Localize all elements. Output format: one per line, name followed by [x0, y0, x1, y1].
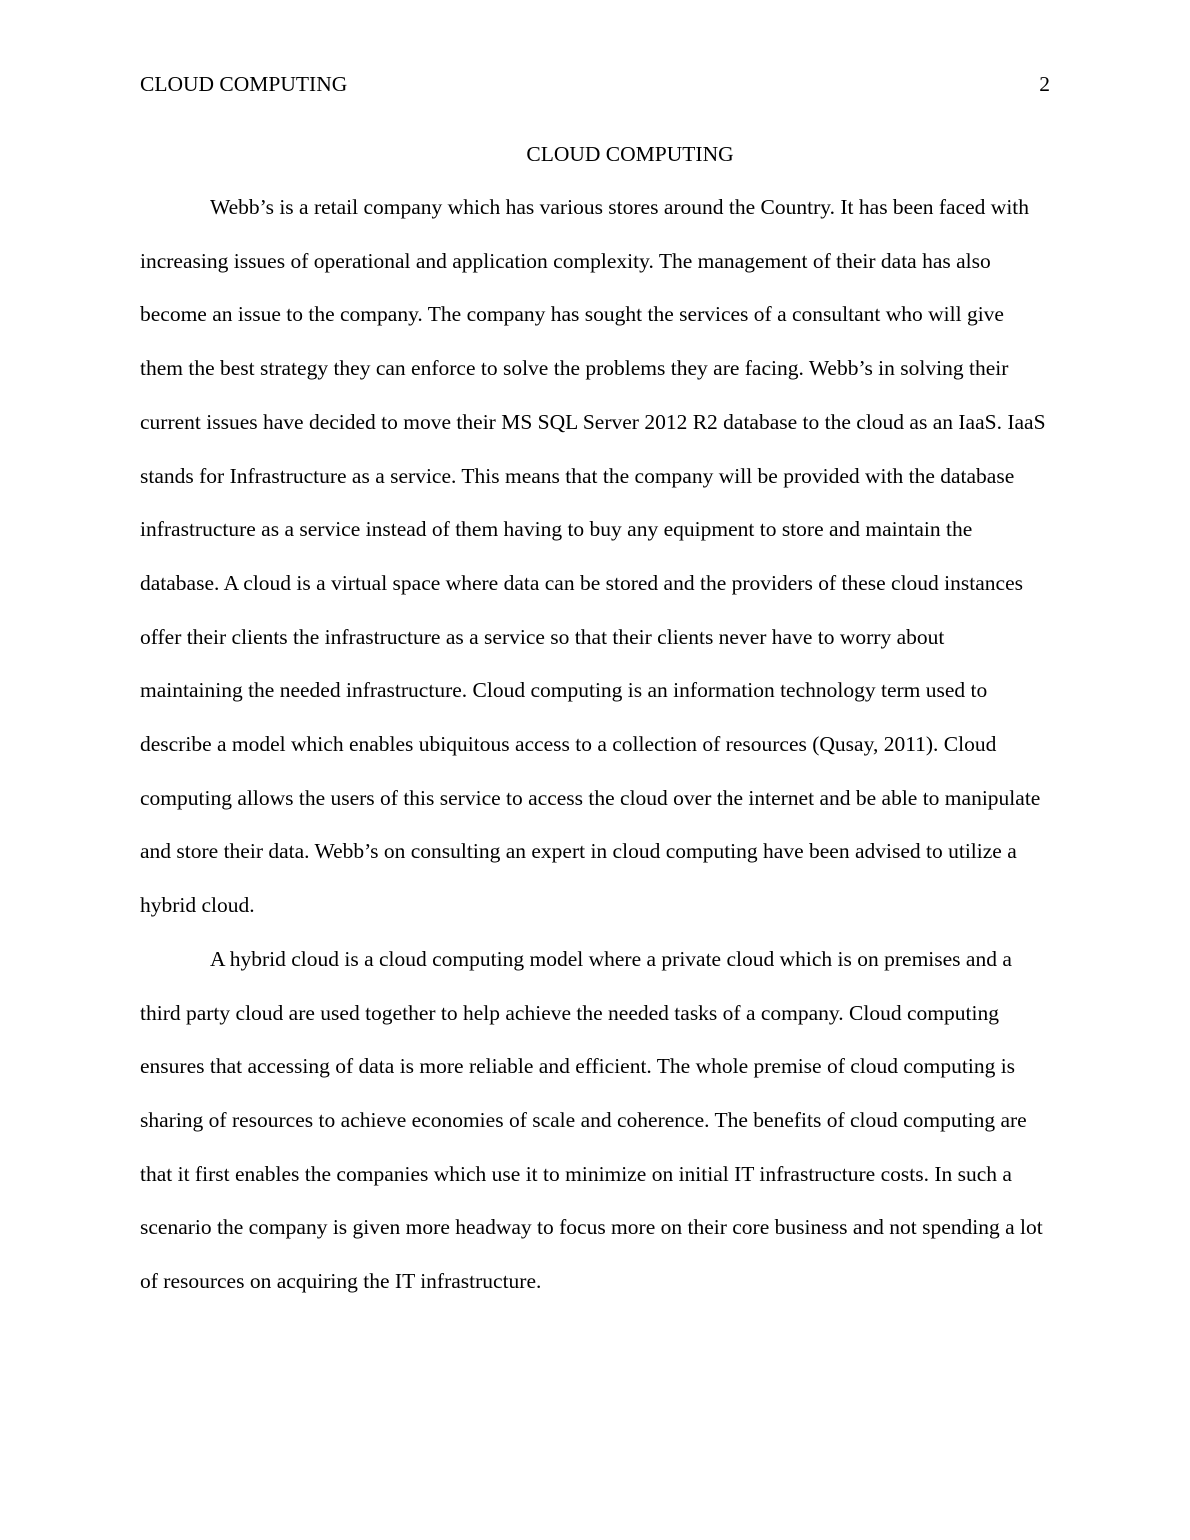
paragraph-2: A hybrid cloud is a cloud computing model where a private cloud which is on premises and a third party cloud are used together to help achieve the needed tasks of a company. Cloud computing ensures that accessing of data is more reliable and efficient. The whole premise of cloud computing is sharing of resources to achieve economies of scale and coherence. The benefits of cloud computing are that it first enables the companies which use it to minimize on initial IT infrastructure costs. In such a scenario the company is given more headway to focus more on their core business and not spending a lot of resources on acquiring the IT infrastructure. [140, 946, 1043, 1294]
running-head: CLOUD COMPUTING [140, 72, 348, 96]
document-body [140, 181, 1052, 1309]
page-number: 2 [1039, 72, 1050, 96]
document-title: CLOUD COMPUTING [526, 142, 734, 166]
paragraph-1: Webb’s is a retail company which has various stores around the Country. It has been faced with increasing issues of operational and application complexity. The management of their data has also become an issue to the company. The company has sought the services of a consultant who will give them the best strategy they can enforce to solve the problems they are facing. Webb’s in solving their current issues have decided to move their MS SQL Server 2012 R2 database to the cloud as an IaaS. IaaS stands for Infrastructure as a service. This means that the company will be provided with the database infrastructure as a service instead of them having to buy any equipment to store and maintain the database. A cloud is a virtual space where data can be stored and the providers of these cloud instances offer their clients the infrastructure as a service so that their clients never have to worry about maintaining the needed infrastructure. Cloud computing is an information technology term used to describe a model which enables ubiquitous access to a collection of resources (Qusay, 2011). Cloud computing allows the users of this service to access the cloud over the internet and be able to manipulate and store their data. Webb’s on consulting an expert in cloud computing have been advised to utilize a hybrid cloud. [140, 195, 1046, 918]
